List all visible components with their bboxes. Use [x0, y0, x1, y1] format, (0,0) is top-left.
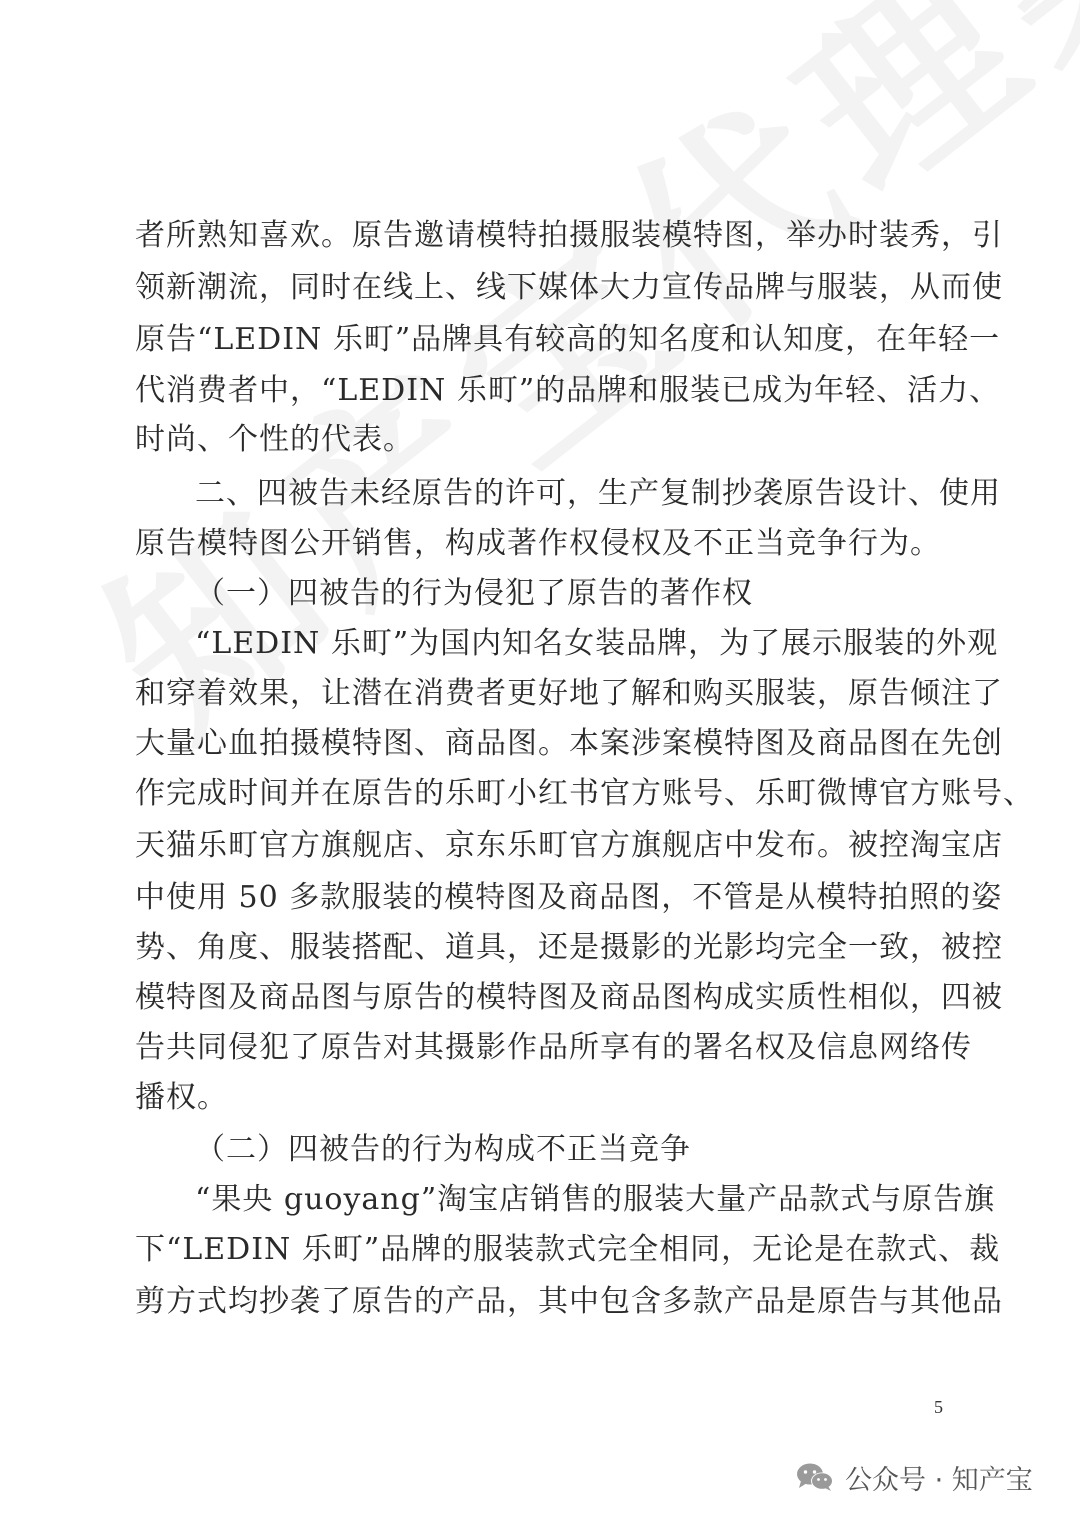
text-line: 下“LEDIN 乐町”品牌的服装款式完全相同，无论是在款式、裁 — [135, 1232, 1001, 1267]
text-line: 模特图及商品图与原告的模特图及商品图构成实质性相似，四被 — [135, 980, 1003, 1015]
text-line: 势、角度、服装搭配、道具，还是摄影的光影均完全一致，被控 — [135, 930, 1003, 965]
text-line: 领新潮流，同时在线上、线下媒体大力宣传品牌与服装，从而使 — [135, 270, 1003, 305]
text-line: “LEDIN 乐町”为国内知名女装品牌，为了展示服装的外观 — [195, 626, 999, 661]
text-line: 代消费者中，“LEDIN 乐町”的品牌和服装已成为年轻、活力、 — [135, 373, 1001, 408]
text-line: 原告模特图公开销售，构成著作权侵权及不正当竞争行为。 — [135, 526, 941, 561]
text-line: 作完成时间并在原告的乐町小红书官方账号、乐町微博官方账号、 — [135, 776, 1034, 811]
text-line: 者所熟知喜欢。原告邀请模特拍摄服装模特图，举办时装秀，引 — [135, 218, 1003, 253]
wechat-footer[interactable] — [795, 1457, 1033, 1497]
text-line: 和穿着效果，让潜在消费者更好地了解和购买服装，原告倾注了 — [135, 676, 1003, 711]
footer-label: 公众号 · 知产宝 — [845, 1464, 1033, 1496]
text-line: 二、四被告未经原告的许可，生产复制抄袭原告设计、使用 — [195, 476, 1001, 511]
text-line: “果央 guoyang”淘宝店销售的服装大量产品款式与原告旗 — [195, 1182, 996, 1217]
text-line: 播权。 — [135, 1080, 228, 1115]
text-line: 大量心血拍摄模特图、商品图。本案涉案模特图及商品图在先创 — [135, 726, 1003, 761]
section-heading: （一）四被告的行为侵犯了原告的著作权 — [195, 576, 753, 611]
text-line: 剪方式均抄袭了原告的产品，其中包含多款产品是原告与其他品 — [135, 1284, 1003, 1319]
text-line: 天猫乐町官方旗舰店、京东乐町官方旗舰店中发布。被控淘宝店 — [135, 828, 1003, 863]
text-line: 中使用 50 多款服装的模特图及商品图，不管是从模特拍照的姿 — [135, 880, 1003, 915]
text-line: 时尚、个性的代表。 — [135, 422, 414, 457]
page-number: 5 — [934, 1397, 943, 1417]
wechat-icon — [795, 1462, 835, 1492]
section-heading: （二）四被告的行为构成不正当竞争 — [195, 1132, 691, 1167]
text-line: 原告“LEDIN 乐町”品牌具有较高的知名度和认知度，在年轻一 — [135, 322, 1001, 357]
text-line: 告共同侵犯了原告对其摄影作品所享有的署名权及信息网络传 — [135, 1030, 972, 1065]
